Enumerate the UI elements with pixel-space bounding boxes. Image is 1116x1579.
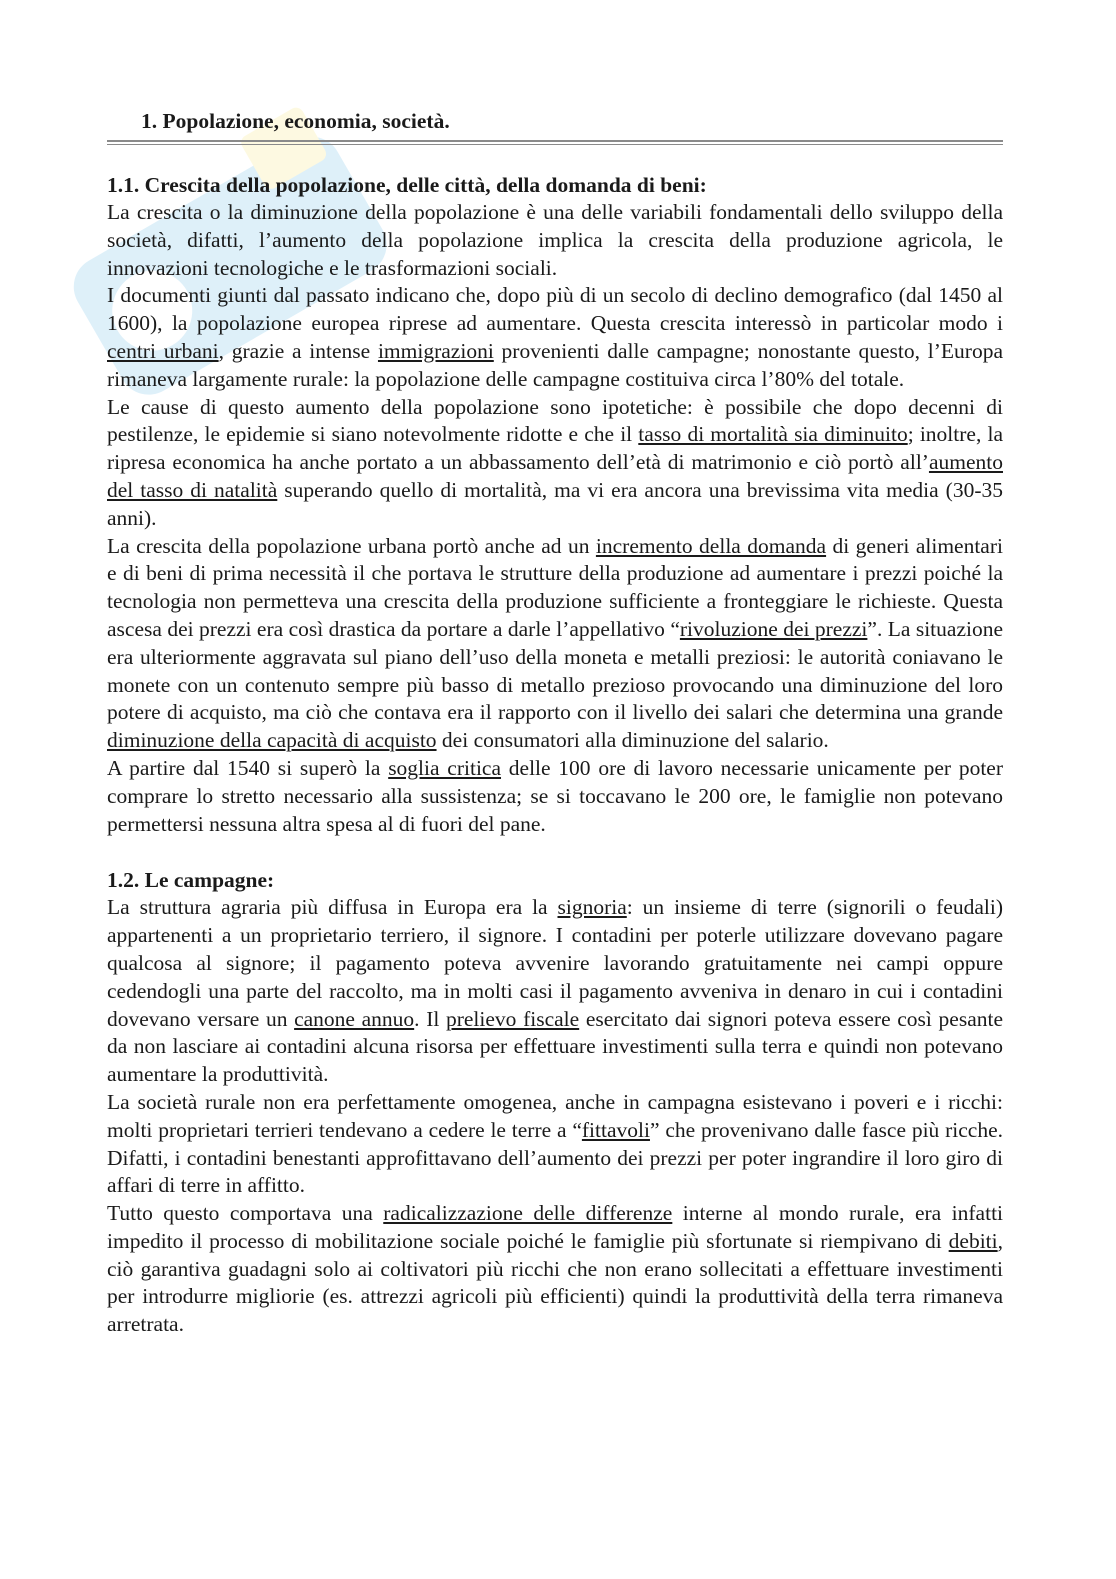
text-run: provenienti dalle campagne; nonostante questo, l’Europa rimaneva largamente rurale: la popolazione delle campagne costituiva circa l’80% del totale. (107, 338, 1003, 391)
paragraph (107, 282, 1003, 393)
underlined-term: rivoluzione dei prezzi (679, 616, 868, 641)
text-run: di generi alimentari e di beni di prima necessità il che portava le strutture della produzione ad aumentare i prezzi poiché la tecnologia non permetteva una crescita della produzione sufficiente a fronteggiare le richieste. Questa ascesa dei prezzi era così drastica da portare a darle l’appellativo “ (107, 533, 1003, 641)
text-run: La struttura agraria più diffusa in Europa era la (107, 895, 558, 920)
paragraph (107, 394, 1003, 533)
text-run: delle 100 ore di lavoro necessarie unicamente per poter comprare lo stretto necessario alla sussistenza; se si toccavano le 200 ore, le famiglie non potevano permettersi nessuna altra spesa al di fuori del pane. (107, 755, 1003, 836)
text-run: , ciò garantiva guadagni solo ai coltivatori più ricchi che non erano sollecitati a effettuare investimenti per introdurre migliorie (es. attrezzi agricoli più efficienti) quindi la produttività della terra rimaneva arretrata. (107, 1228, 1003, 1337)
text-run: , grazie a intense (218, 338, 378, 363)
text-run: La crescita della popolazione urbana portò anche ad un (107, 533, 596, 558)
underlined-term: fittavoli (581, 1117, 650, 1142)
paragraph (107, 1200, 1003, 1339)
text-run: interne al mondo rurale, era infatti impedito il processo di mobilitazione sociale poiché le famiglie più sfortunate si riempivano di (107, 1201, 1004, 1253)
paragraph (107, 1089, 1003, 1200)
underlined-term: debiti (948, 1228, 998, 1253)
text-run: : un insieme di terre (signorili o feudali) appartenenti a un proprietario terriero, il signore. I contadini per poterle utilizzare dovevano pagare qualcosa al signore; il pagamento poteva avvenire lavorando gratuitamente nei campi oppure cedendogli una parte del raccolto, ma in molti casi il pagamento avveniva in denaro in cui i contadini dovevano versare un (107, 895, 1003, 1031)
section-heading: 1.1. Crescita della popolazione, delle città, della domanda di beni: (107, 173, 707, 197)
underlined-term: incremento della domanda (595, 533, 827, 558)
section-spacer (107, 838, 1003, 866)
document-page (107, 100, 1003, 1339)
text-run: La crescita o la diminuzione della popolazione è una delle variabili fondamentali dello sviluppo della società, difatti, l’aumento della popolazione implica la crescita della produzione agricola, le innovazioni tecnologiche e le trasformazioni sociali. (107, 200, 1003, 280)
text-run: Tutto questo comportava una (107, 1201, 384, 1226)
text-run: esercitato dai signori poteva essere così pesante da non lasciare ai contadini alcuna risorsa per effettuare investimenti sulla terra e quindi non potevano aumentare la produttività. (107, 1006, 1004, 1087)
underlined-term: prelievo fiscale (445, 1006, 580, 1031)
paragraph (107, 894, 1003, 1089)
chapter-title: 1. Popolazione, economia, società. (141, 109, 450, 133)
paragraph (107, 533, 1003, 755)
underlined-term: centri urbani (107, 338, 219, 363)
paragraph (107, 755, 1003, 838)
section-heading: 1.2. Le campagne: (107, 868, 275, 893)
text-run: La società rurale non era perfettamente omogenea, anche in campagna esistevano i poveri e i ricchi: molti proprietari terrieri tendevano a cedere le terre a “ (107, 1089, 1003, 1142)
title-divider (107, 140, 1003, 145)
text-run: . Il (414, 1006, 446, 1031)
text-run: A partire dal 1540 si superò la (107, 755, 389, 780)
underlined-term: tasso di mortalità sia diminuito (638, 422, 908, 447)
text-run: ”. La situazione era ulteriormente aggravata sul piano dell’uso della moneta e metalli preziosi: le autorità coniavano le monete con un contenuto sempre più basso di metallo prezioso provocando una diminuzione del loro potere di acquisto, ma ciò che contava era il rapporto con il livello dei salari che determina una grande (107, 616, 1003, 725)
text-run: ; inoltre, la ripresa economica ha anche portato a un abbassamento dell’età di matrimonio e ciò portò all’ (107, 422, 1003, 475)
document-body (107, 171, 1003, 1339)
underlined-term: diminuzione della capacità di acquisto (107, 728, 437, 753)
text-run: dei consumatori alla diminuzione del salario. (436, 728, 829, 753)
text-run: I documenti giunti dal passato indicano che, dopo più di un secolo di declino demografico (dal 1450 al 1600), la popolazione europea riprese ad aumentare. Questa crescita interessò in particolar modo i (107, 283, 1003, 336)
text-run: superando quello di mortalità, ma vi era ancora una brevissima vita media (30-35 anni). (107, 477, 1004, 530)
underlined-term: immigrazioni (377, 338, 494, 363)
underlined-term: signoria (557, 895, 627, 920)
underlined-term: soglia critica (388, 755, 502, 780)
text-run: ” che provenivano dalle fasce più ricche. Difatti, i contadini benestanti approfittavano dell’aumento dei prezzi per poter ingrandire il loro giro di affari di terre in affitto. (107, 1117, 1003, 1198)
underlined-term: radicalizzazione delle differenze (383, 1201, 673, 1226)
underlined-term: canone annuo (294, 1006, 415, 1031)
text-run: Le cause di questo aumento della popolazione sono ipotetiche: è possibile che dopo decenni di pestilenze, le epidemie si siano notevolmente ridotte e che il (107, 394, 1003, 447)
underlined-term: aumento del tasso di natalità (107, 450, 1003, 502)
paragraph (107, 199, 1003, 282)
